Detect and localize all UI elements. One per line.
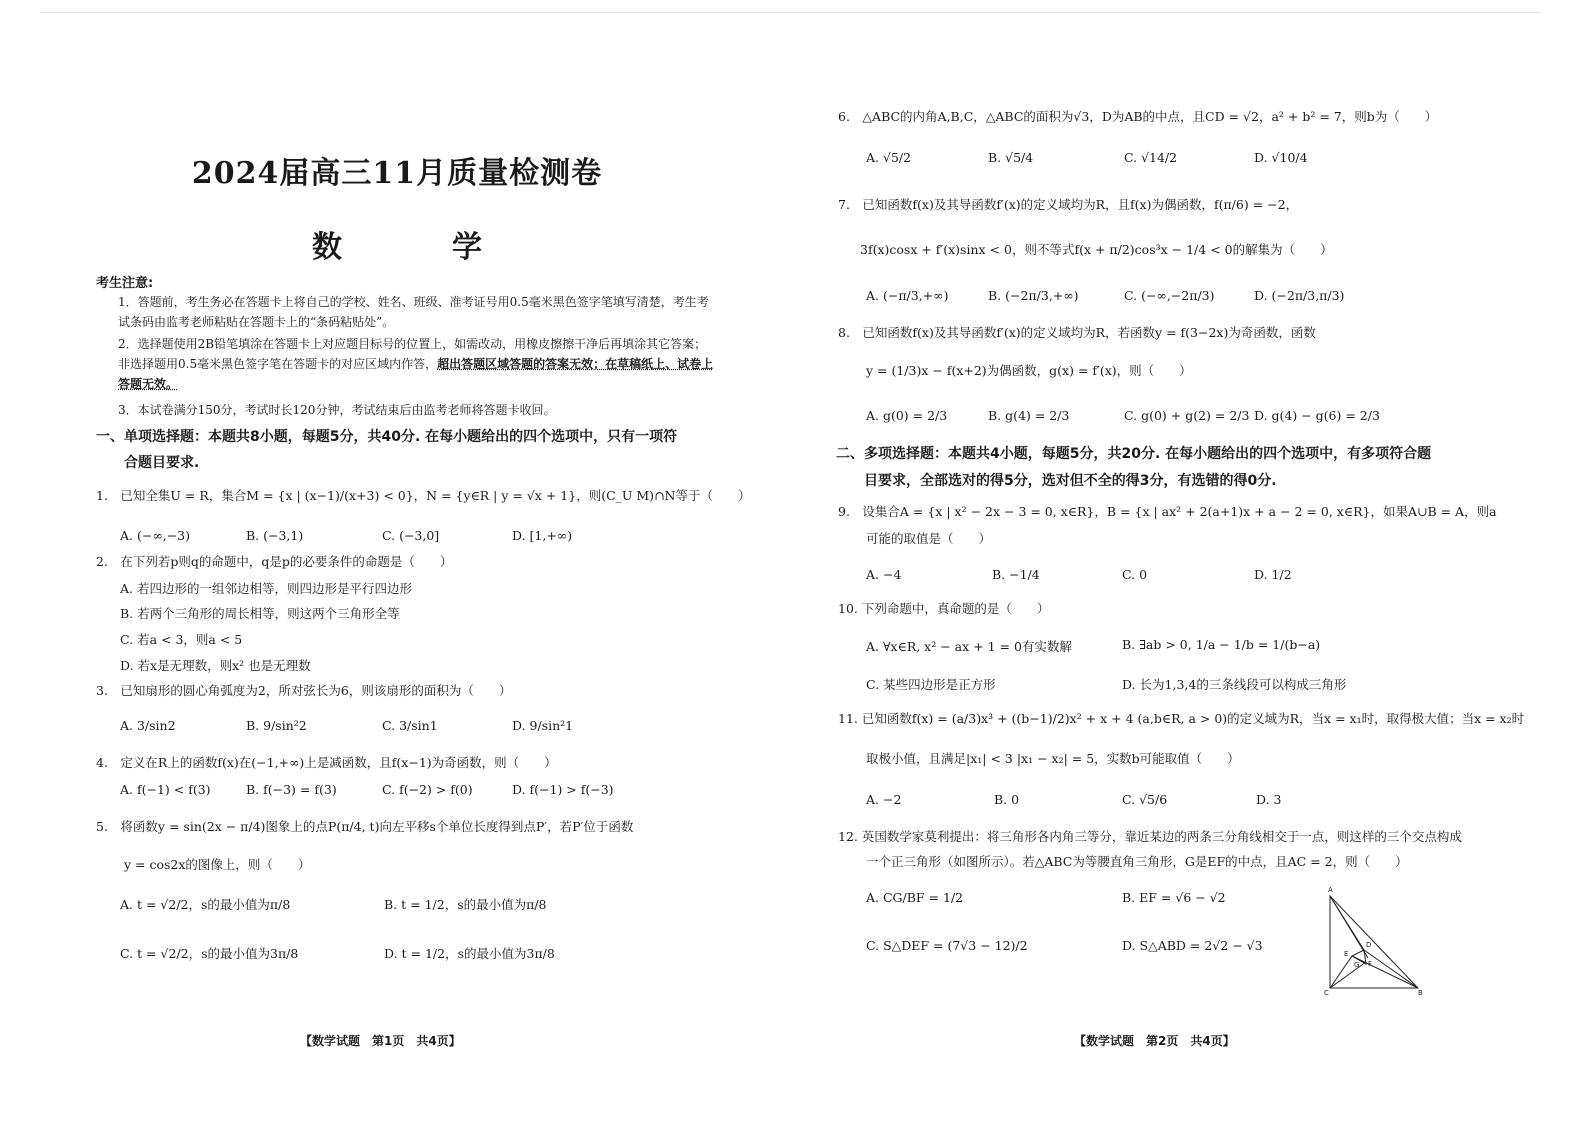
page-2	[794, 0, 1588, 1126]
q2-option-c: C. 若a < 3，则a < 5	[120, 632, 243, 647]
exam-subject: 数 学	[312, 230, 522, 265]
section-2-heading-line1: 二、多项选择题：本题共4小题，每题5分，共20分. 在每小题给出的四个选项中，有多项符合题	[836, 446, 1432, 462]
q12-option-a: A. CG/BF = 1/2	[866, 890, 964, 905]
q11-option-d: D. 3	[1256, 792, 1282, 807]
q10-option-a: A. ∀x∈R, x² − ax + 1 = 0有实数解	[866, 639, 1072, 654]
q11-option-c: C. √5/6	[1122, 792, 1168, 807]
q12-stem-line1: 12. 英国数学家莫利提出：将三角形各内角三等分，靠近某边的两条三分角线相交于一点，则这样的三个交点构成	[838, 829, 1462, 844]
q5-stem-line1: 5. 将函数y = sin(2x − π/4)图象上的点P(π/4, t)向左平移s个单位长度得到点P′，若P′位于函数	[96, 819, 634, 834]
q8-option-b: B. g(4) = 2/3	[988, 408, 1070, 423]
q10-option-c: C. 某些四边形是正方形	[866, 677, 996, 692]
q10-option-d: D. 长为1,3,4的三条线段可以构成三角形	[1122, 677, 1347, 692]
trisector-b1	[1364, 950, 1418, 988]
q4-option-a: A. f(−1) < f(3)	[120, 782, 211, 797]
notice-item-3: 3．本试卷满分150分，考试时长120分钟，考试结束后由监考老师将答题卡收回。	[118, 403, 556, 417]
q9-option-a: A. −4	[866, 567, 902, 582]
q6-stem: 6. △ABC的内角A,B,C，△ABC的面积为√3，D为AB的中点，且CD = √2，a² + b² = 7，则b为（ ）	[838, 109, 1438, 124]
q4-stem: 4. 定义在R上的函数f(x)在(−1,+∞)上是减函数，且f(x−1)为奇函数，则（ ）	[96, 755, 557, 770]
label-a: A	[1328, 886, 1333, 894]
q4-option-c: C. f(−2) > f(0)	[382, 782, 473, 797]
section-1-heading-line2: 合题目要求.	[124, 455, 200, 471]
q5-option-a: A. t = √2/2，s的最小值为π/8	[120, 897, 291, 912]
q4-option-b: B. f(−3) = f(3)	[246, 782, 337, 797]
q3-option-b: B. 9/sin²2	[246, 718, 307, 733]
q8-option-d: D. g(4) − g(6) = 2/3	[1254, 408, 1380, 423]
exam-title: 2024届高三11月质量检测卷	[191, 156, 603, 191]
q7-stem-line1: 7. 已知函数f(x)及其导函数f′(x)的定义域均为R，且f(x)为偶函数，f(π/6) = −2，	[838, 197, 1299, 212]
q3-stem: 3. 已知扇形的圆心角弧度为2，所对弦长为6，则该扇形的面积为（ ）	[96, 683, 512, 698]
section-2-heading-line2: 目要求，全部选对的得5分，选对但不全的得3分，有选错的得0分.	[864, 473, 1277, 489]
q11-option-b: B. 0	[994, 792, 1020, 807]
trisector-b2	[1352, 956, 1418, 988]
label-e: E	[1344, 950, 1349, 958]
q6-option-c: C. √14/2	[1124, 150, 1178, 165]
q8-stem-line2: y = (1/3)x − f(x+2)为偶函数，g(x) = f′(x)，则（ ）	[866, 363, 1192, 378]
q7-stem-line2: 3f(x)cosx + f′(x)sinx < 0，则不等式f(x + π/2)cos³x − 1/4 < 0的解集为（ ）	[860, 242, 1333, 257]
q7-option-d: D. (−2π/3,π/3)	[1254, 288, 1345, 303]
trisector-a2	[1330, 896, 1368, 958]
q9-option-d: D. 1/2	[1254, 567, 1292, 582]
q1-stem: 1. 已知全集U = R，集合M = {x | (x−1)/(x+3) < 0}，N = {y∈R | y = √x + 1}，则(C_U M)∩N等于（ ）	[96, 488, 751, 503]
q5-option-c: C. t = √2/2，s的最小值为3π/8	[120, 946, 299, 961]
q7-option-b: B. (−2π/3,+∞)	[988, 288, 1079, 303]
q3-option-d: D. 9/sin²1	[512, 718, 574, 733]
label-d: D	[1366, 941, 1372, 949]
q2-option-b: B. 若两个三角形的周长相等，则这两个三角形全等	[120, 606, 400, 621]
q2-stem: 2. 在下列若p则q的命题中，q是p的必要条件的命题是（ ）	[96, 554, 453, 569]
q5-option-b: B. t = 1/2，s的最小值为π/8	[384, 897, 547, 912]
q10-option-b: B. ∃ab > 0, 1/a − 1/b = 1/(b−a)	[1122, 637, 1321, 652]
trisector-c2	[1330, 962, 1366, 988]
q12-option-d: D. S△ABD = 2√2 − √3	[1122, 938, 1263, 953]
notice-item-2-text: 2．选择题使用2B铅笔填涂在答题卡上对应题目标号的位置上，如需改动，用橡皮擦擦干净后再填涂其它答案；非选择题用0.5毫米黑色签字笔在答题卡的对应区域内作答，	[118, 337, 707, 371]
q12-stem-line2: 一个正三角形（如图所示）。若△ABC为等腰直角三角形，G是EF的中点，且AC = 2，则（ ）	[866, 854, 1408, 869]
notice-item-2-emphasis: 超出答题区域答题的答案无效；在草稿纸上、试卷上答题无效。	[118, 357, 714, 391]
page-1-footer: 【数学试题 第1页 共4页】	[300, 1034, 461, 1048]
q1-option-a: A. (−∞,−3)	[120, 528, 191, 543]
label-b: B	[1418, 989, 1423, 996]
q9-option-b: B. −1/4	[992, 567, 1040, 582]
q1-option-b: B. (−3,1)	[246, 528, 304, 543]
q6-option-a: A. √5/2	[866, 150, 912, 165]
q8-option-a: A. g(0) = 2/3	[866, 408, 948, 423]
trisector-c1	[1330, 956, 1352, 988]
q2-option-a: A. 若四边形的一组邻边相等，则四边形是平行四边形	[120, 581, 412, 596]
q2-option-d: D. 若x是无理数，则x² 也是无理数	[120, 658, 311, 673]
q9-option-c: C. 0	[1122, 567, 1148, 582]
q4-option-d: D. f(−1) > f(−3)	[512, 782, 614, 797]
q12-option-c: C. S△DEF = (7√3 − 12)/2	[866, 938, 1028, 953]
q6-option-b: B. √5/4	[988, 150, 1034, 165]
q8-option-c: C. g(0) + g(2) = 2/3	[1124, 408, 1250, 423]
label-c: C	[1324, 989, 1329, 996]
q1-option-c: C. (−3,0]	[382, 528, 440, 543]
q5-option-d: D. t = 1/2，s的最小值为3π/8	[384, 946, 555, 961]
notice-item-2	[118, 334, 718, 394]
section-1-heading-line1: 一、单项选择题：本题共8小题，每题5分，共40分. 在每小题给出的四个选项中，只有一项符	[96, 429, 678, 445]
q1-option-d: D. [1,+∞)	[512, 528, 573, 543]
q7-option-a: A. (−π/3,+∞)	[866, 288, 949, 303]
q9-stem-line2: 可能的取值是（ ）	[866, 531, 992, 546]
page-2-footer: 【数学试题 第2页 共4页】	[1074, 1034, 1235, 1048]
q11-stem-line2: 取极小值，且满足|x₁| < 3 |x₁ − x₂| = 5，实数b可能取值（ ）	[866, 751, 1240, 766]
q11-option-a: A. −2	[866, 792, 902, 807]
label-f: F	[1368, 960, 1373, 968]
q6-option-d: D. √10/4	[1254, 150, 1308, 165]
q5-stem-line2: y = cos2x的图像上，则（ ）	[124, 857, 311, 872]
q8-stem-line1: 8. 已知函数f(x)及其导函数f′(x)的定义域均为R，若函数y = f(3−2x)为奇函数，函数	[838, 325, 1316, 340]
q7-option-c: C. (−∞,−2π/3)	[1124, 288, 1215, 303]
q3-option-c: C. 3/sin1	[382, 718, 438, 733]
notice-heading: 考生注意:	[96, 276, 154, 291]
morley-triangle-figure	[1322, 884, 1426, 996]
q12-option-b: B. EF = √6 − √2	[1122, 890, 1226, 905]
q10-stem: 10. 下列命题中，真命题的是（ ）	[838, 601, 1050, 616]
q11-stem-line1: 11. 已知函数f(x) = (a/3)x³ + ((b−1)/2)x² + x + 4 (a,b∈R, a > 0)的定义域为R，当x = x₁时，取得极大值；当x = x₂时	[838, 711, 1525, 726]
label-g: G	[1354, 961, 1360, 969]
q9-stem-line1: 9. 设集合A = {x | x² − 2x − 3 = 0, x∈R}，B = {x | ax² + 2(a+1)x + a − 2 = 0, x∈R}，如果A∪B = A，则a	[838, 504, 1497, 519]
triangle-abc	[1330, 896, 1418, 988]
q3-option-a: A. 3/sin2	[120, 718, 176, 733]
notice-item-1: 1．答题前，考生务必在答题卡上将自己的学校、姓名、班级、准考证号用0.5毫米黑色签字笔填写清楚，考生考试条码由监考老师粘贴在答题卡上的“条码粘贴处”。	[118, 295, 709, 329]
